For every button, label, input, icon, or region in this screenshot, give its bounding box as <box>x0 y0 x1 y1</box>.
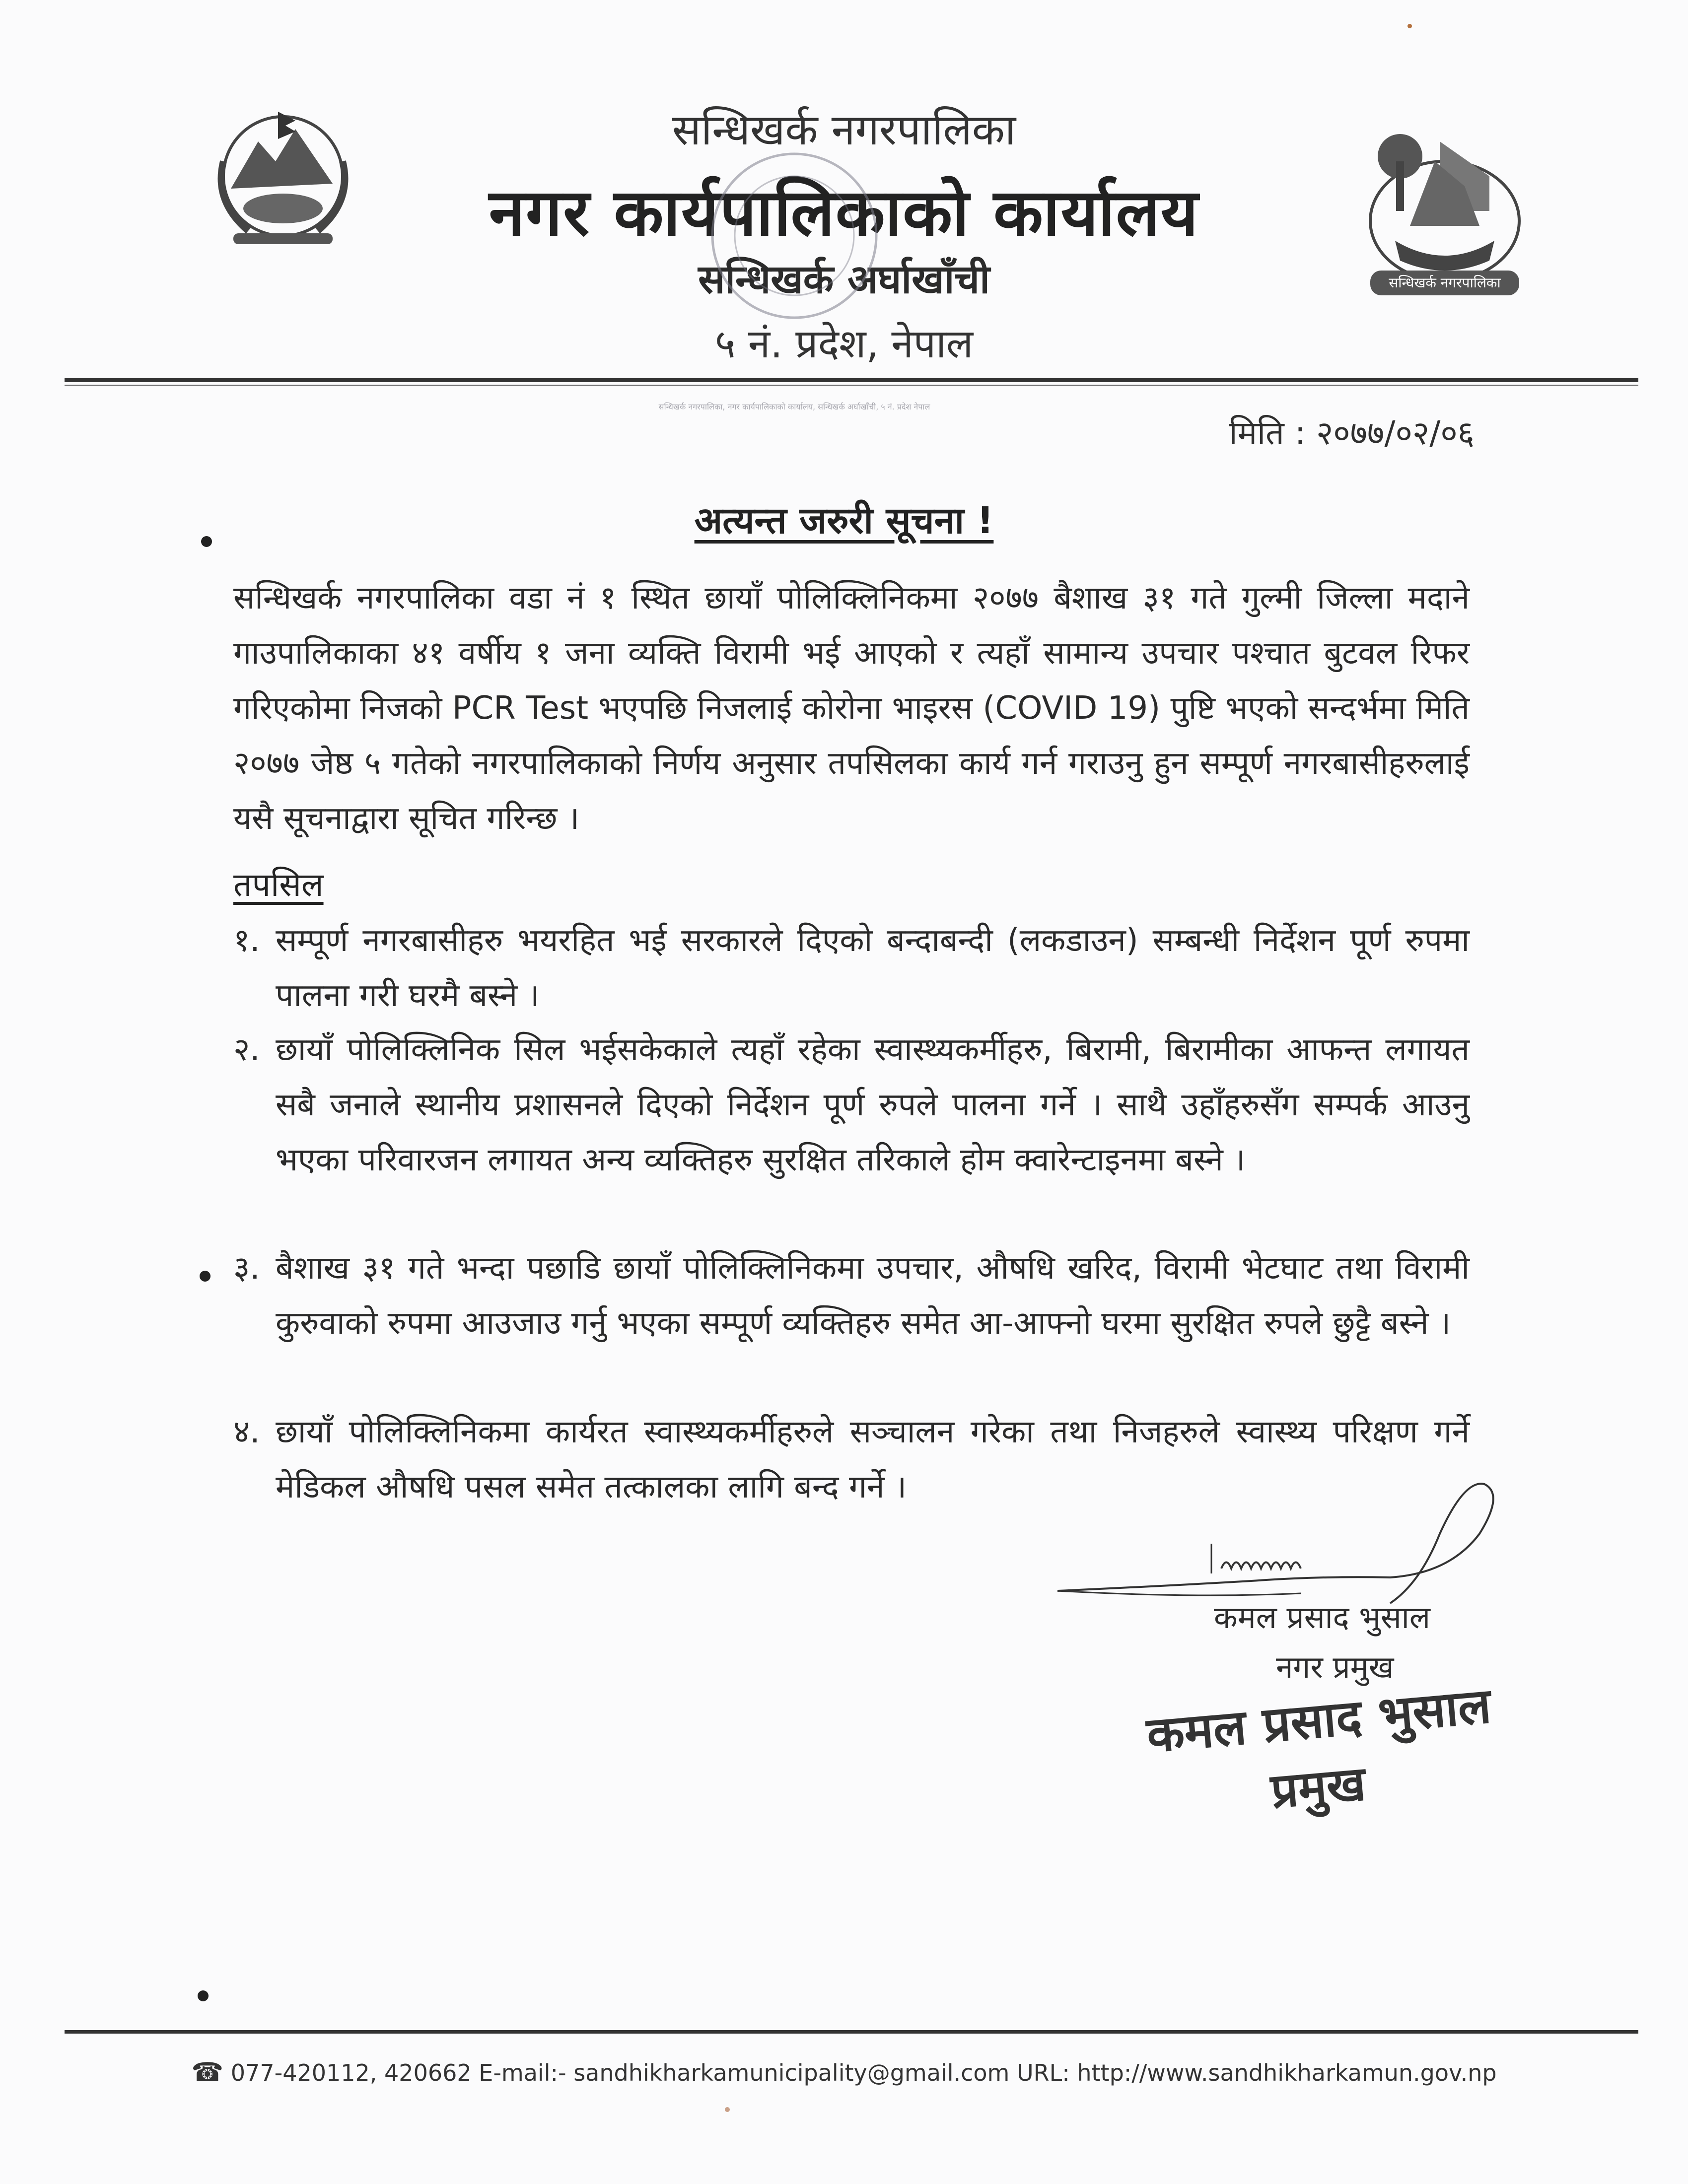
round-stamp-text: सन्धिखर्क नगरपालिका, नगर कार्यपालिकाको कार्यालय, सन्धिखर्क अर्घाखाँची, ५ नं. प्रदेश नेपाल <box>658 402 930 411</box>
punch-hole-mark <box>200 1271 211 1282</box>
notice-title <box>0 494 1688 544</box>
list-item-number: २. <box>233 1031 260 1068</box>
office-address-line2: ५ नं. प्रदेश, नेपाल <box>714 321 974 367</box>
list-item <box>233 1241 1470 1351</box>
signer-title: नगर प्रमुख <box>1276 1649 1394 1685</box>
punch-hole-mark <box>201 536 212 547</box>
name-stamp-title: प्रमुख <box>1268 1755 1368 1819</box>
schedule-heading: तपसिल <box>233 866 324 904</box>
logo-caption: सन्धिखर्क नगरपालिका <box>1389 274 1501 291</box>
municipality-name: सन्धिखर्क नगरपालिका <box>672 105 1016 155</box>
signer-name: कमल प्रसाद भुसाल <box>1214 1599 1430 1636</box>
list-item-text: सम्पूर्ण नगरबासीहरु भयरहित भई सरकारले दिएको बन्दाबन्दी (लकडाउन) सम्बन्धी निर्देशन पूर्ण रुपमा पालना गरी घरमै बस्ने । <box>276 922 1470 1014</box>
list-item-text: छायाँ पोलिक्लिनिकमा कार्यरत स्वास्थ्यकर्मीहरुले सञ्चालन गरेका तथा निजहरुले स्वास्थ्य परिक्षण गर्ने मेडिकल औषधि पसल समेत तत्कालका लागि बन्द गर्ने । <box>276 1414 1470 1505</box>
name-stamp-name: कमल प्रसाद भुसाल <box>1144 1677 1493 1764</box>
scan-speck <box>1407 24 1412 28</box>
notice-title-text: अत्यन्त जरुरी सूचना ! <box>694 499 994 542</box>
notice-body: सन्धिखर्क नगरपालिका वडा नं १ स्थित छायाँ पोलिक्लिनिकमा २०७७ बैशाख ३१ गते गुल्मी जिल्ला मदाने गाउपालिकाका ४१ वर्षीय १ जना व्यक्ति विरामी भई आएको र त्यहाँ सामान्य उपचार पश्चात बुटवल रिफर गरिएकोमा निजको PCR Test भएपछि निजलाई कोरोना भाइरस (COVID 19) पुष्टि भएको सन्दर्भमा मिति २०७७ जेष्ठ ५ गतेको नगरपालिकाको निर्णय अनुसार तपसिलका कार्य गर्न गराउनु हुन सम्पूर्ण नगरबासीहरुलाई यसै सूचनाद्वारा सूचित गरिन्छ । <box>233 580 1470 837</box>
list-item-number: ४. <box>233 1414 260 1450</box>
footer-contact <box>0 2057 1688 2087</box>
list-item <box>233 1023 1470 1188</box>
list-item-number: १. <box>233 922 260 959</box>
header-divider <box>65 378 1638 382</box>
list-item <box>233 913 1470 1024</box>
scan-speck <box>725 2107 730 2112</box>
header-divider-thin <box>65 385 1638 386</box>
footer-contact-text: 077-420112, 420662 E-mail:- sandhikharkamunicipality@gmail.com URL: http://www.sandhikharkamun.gov.np <box>230 2059 1497 2086</box>
office-address-line1: सन्धिखर्क अर्घाखाँची <box>698 256 990 302</box>
office-title: नगर कार्यपालिकाको कार्यालय <box>489 175 1199 250</box>
punch-hole-mark <box>198 1990 209 2001</box>
footer-divider <box>65 2030 1638 2034</box>
telephone-icon: ☎ <box>191 2057 224 2087</box>
notice-date: मिति : २०७७/०२/०६ <box>1229 414 1475 452</box>
list-item-number: ३. <box>233 1250 260 1287</box>
list-item-text: छायाँ पोलिक्लिनिक सिल भईसकेकाले त्यहाँ रहेका स्वास्थ्यकर्मीहरु, बिरामी, बिरामीका आफन्त लगायत सबै जनाले स्थानीय प्रशासनले दिएको निर्देशन पूर्ण रुपले पालना गर्ने । साथै उहाँहरुसँग सम्पर्क आउनु भएका परिवारजन लगायत अन्य व्यक्तिहरु सुरक्षित तरिकाले होम क्वारेन्टाइनमा बस्ने । <box>276 1031 1470 1178</box>
list-item-text: बैशाख ३१ गते भन्दा पछाडि छायाँ पोलिक्लिनिकमा उपचार, औषधि खरिद, विरामी भेटघाट तथा विरामी कुरुवाको रुपमा आउजाउ गर्नु भएका सम्पूर्ण व्यक्तिहरु समेत आ-आफ्नो घरमा सुरक्षित रुपले छुट्टै बस्ने । <box>276 1250 1470 1342</box>
